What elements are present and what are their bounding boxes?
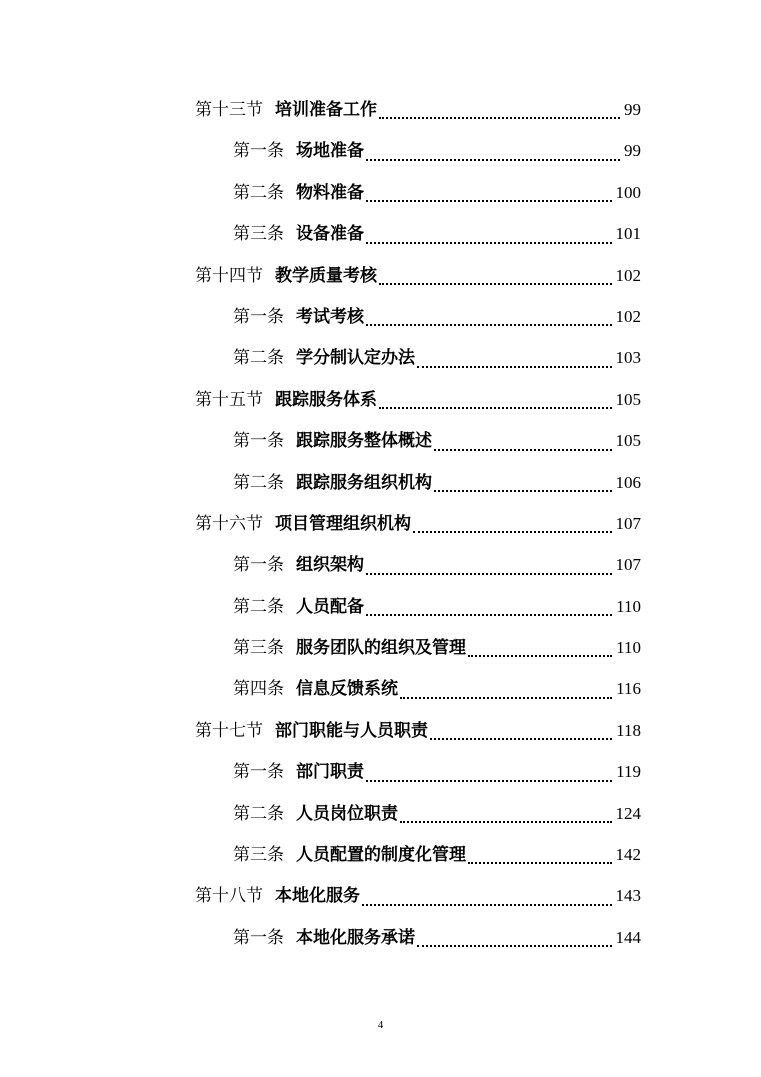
toc-entry-title: 人员配置的制度化管理 <box>296 845 466 866</box>
dot-leader <box>417 365 612 368</box>
toc-entry-page-number: 107 <box>615 555 641 575</box>
toc-entry-page-number: 124 <box>615 803 641 823</box>
toc-entry-label: 第十五节 <box>195 389 263 410</box>
toc-entry-title: 信息反馈系统 <box>296 679 398 700</box>
toc-entry-label: 第十四节 <box>195 265 263 286</box>
toc-section-row[interactable] <box>0 875 761 916</box>
toc-entry-page-number: 99 <box>624 100 641 119</box>
toc-article-row[interactable] <box>0 917 761 958</box>
toc-entry-page-number: 110 <box>616 596 641 616</box>
toc-entry-label: 第二条 <box>233 596 284 617</box>
dot-leader <box>366 241 612 244</box>
toc-article-row[interactable] <box>0 130 761 171</box>
toc-entry-title: 学分制认定办法 <box>296 348 415 369</box>
toc-article-row[interactable] <box>0 420 761 461</box>
dot-leader <box>400 820 612 823</box>
toc-entry-title: 教学质量考核 <box>275 265 377 286</box>
toc-article-row[interactable] <box>0 296 761 337</box>
dot-leader <box>417 944 612 947</box>
toc-section-row[interactable] <box>0 710 761 751</box>
toc-article-row[interactable] <box>0 834 761 875</box>
toc-entry-title: 部门职能与人员职责 <box>275 720 428 741</box>
toc-entry[interactable] <box>233 296 641 338</box>
toc-entry-title: 项目管理组织机构 <box>275 513 411 534</box>
toc-entry-title: 部门职责 <box>296 762 364 783</box>
toc-entry-title: 培训准备工作 <box>275 100 377 120</box>
dot-leader <box>366 199 612 202</box>
toc-entry[interactable] <box>233 917 641 959</box>
toc-entry-page-number: 106 <box>615 472 641 492</box>
toc-entry[interactable] <box>233 544 641 586</box>
toc-entry-label: 第三条 <box>233 638 284 659</box>
toc-entry-title: 跟踪服务体系 <box>275 389 377 410</box>
toc-entry-label: 第四条 <box>233 679 284 700</box>
dot-leader <box>366 158 620 161</box>
dot-leader <box>366 572 612 575</box>
toc-section-row[interactable] <box>0 503 761 544</box>
toc-article-row[interactable] <box>0 668 761 709</box>
toc-entry-label: 第十三节 <box>195 100 263 120</box>
toc-entry[interactable] <box>233 627 641 669</box>
toc-section-row[interactable] <box>0 89 761 130</box>
toc-article-row[interactable] <box>0 172 761 213</box>
toc-article-row[interactable] <box>0 586 761 627</box>
toc-section-row[interactable] <box>0 379 761 420</box>
toc-entry-title: 跟踪服务组织机构 <box>296 472 432 493</box>
dot-leader <box>379 282 612 285</box>
toc-article-row[interactable] <box>0 213 761 254</box>
toc-entry-page-number: 110 <box>616 638 641 658</box>
toc-entry-page-number: 103 <box>615 348 641 368</box>
toc-entry-title: 组织架构 <box>296 555 364 576</box>
toc-entry[interactable] <box>233 668 641 710</box>
toc-entry-page-number: 101 <box>615 224 641 244</box>
toc-entry[interactable] <box>195 503 641 545</box>
toc-entry-title: 人员岗位职责 <box>296 803 398 824</box>
toc-article-row[interactable] <box>0 793 761 834</box>
toc-entry-label: 第三条 <box>233 224 284 245</box>
toc-entry[interactable] <box>233 337 641 379</box>
toc-entry-title: 人员配备 <box>296 596 364 617</box>
toc-entry-page-number: 100 <box>615 182 641 202</box>
toc-entry[interactable] <box>195 875 641 917</box>
toc-article-row[interactable] <box>0 751 761 792</box>
dot-leader <box>400 696 612 699</box>
toc-entry-page-number: 119 <box>616 762 641 782</box>
page-number: 4 <box>377 1019 384 1031</box>
toc-entry-label: 第二条 <box>233 348 284 369</box>
toc-entry-title: 本地化服务 <box>275 886 360 907</box>
toc-article-row[interactable] <box>0 337 761 378</box>
toc-entry[interactable] <box>195 255 641 297</box>
toc-section-row[interactable] <box>0 255 761 296</box>
dot-leader <box>366 323 612 326</box>
toc-entry-title: 设备准备 <box>296 224 364 245</box>
toc-entry-label: 第三条 <box>233 845 284 866</box>
toc-entry[interactable] <box>233 751 641 793</box>
toc-entry-label: 第一条 <box>233 555 284 576</box>
toc-entry-label: 第十七节 <box>195 720 263 741</box>
dot-leader <box>366 613 612 616</box>
dot-leader <box>379 116 620 119</box>
toc-entry-label: 第一条 <box>233 762 284 783</box>
toc-entry-label: 第一条 <box>233 306 284 327</box>
toc-entry-page-number: 105 <box>615 389 641 409</box>
toc-entry-page-number: 99 <box>624 141 641 161</box>
toc-article-row[interactable] <box>0 462 761 503</box>
toc-entry-label: 第一条 <box>233 431 284 452</box>
toc-entry[interactable] <box>195 89 641 131</box>
toc-entry-label: 第二条 <box>233 472 284 493</box>
dot-leader <box>468 654 612 657</box>
toc-entry-page-number: 118 <box>616 720 641 740</box>
dot-leader <box>413 530 612 533</box>
dot-leader <box>468 861 612 864</box>
toc-article-row[interactable] <box>0 544 761 585</box>
dot-leader <box>362 903 612 906</box>
toc-entry-page-number: 143 <box>615 886 641 906</box>
toc-entry-label: 第二条 <box>233 803 284 824</box>
toc-entry-label: 第一条 <box>233 141 284 162</box>
dot-leader <box>366 779 612 782</box>
toc-entry-title: 本地化服务承诺 <box>296 927 415 948</box>
toc-entry-label: 第十六节 <box>195 513 263 534</box>
table-of-contents <box>0 89 761 958</box>
toc-entry-label: 第二条 <box>233 182 284 203</box>
dot-leader <box>434 448 612 451</box>
toc-entry-page-number: 144 <box>615 927 641 947</box>
toc-entry-page-number: 102 <box>615 265 641 285</box>
toc-entry[interactable] <box>233 586 641 628</box>
toc-entry-label: 第一条 <box>233 927 284 948</box>
toc-entry[interactable] <box>233 834 641 876</box>
toc-entry-title: 场地准备 <box>296 141 364 162</box>
toc-entry-label: 第十八节 <box>195 886 263 907</box>
toc-entry-title: 物料准备 <box>296 182 364 203</box>
toc-entry[interactable] <box>233 130 641 172</box>
toc-article-row[interactable] <box>0 627 761 668</box>
dot-leader <box>379 406 612 409</box>
toc-entry-page-number: 142 <box>615 845 641 865</box>
toc-entry[interactable] <box>233 462 641 504</box>
toc-entry-title: 考试考核 <box>296 306 364 327</box>
dot-leader <box>430 737 612 740</box>
dot-leader <box>434 489 612 492</box>
toc-entry[interactable] <box>233 793 641 835</box>
toc-entry[interactable] <box>233 172 641 214</box>
toc-entry-page-number: 102 <box>615 306 641 326</box>
toc-entry[interactable] <box>233 213 641 255</box>
toc-entry-title: 跟踪服务整体概述 <box>296 431 432 452</box>
toc-entry-page-number: 116 <box>616 679 641 699</box>
toc-entry[interactable] <box>195 379 641 421</box>
toc-entry-page-number: 107 <box>615 513 641 533</box>
toc-entry-title: 服务团队的组织及管理 <box>296 638 466 659</box>
toc-entry[interactable] <box>233 420 641 462</box>
toc-entry[interactable] <box>195 710 641 752</box>
toc-entry-page-number: 105 <box>615 431 641 451</box>
